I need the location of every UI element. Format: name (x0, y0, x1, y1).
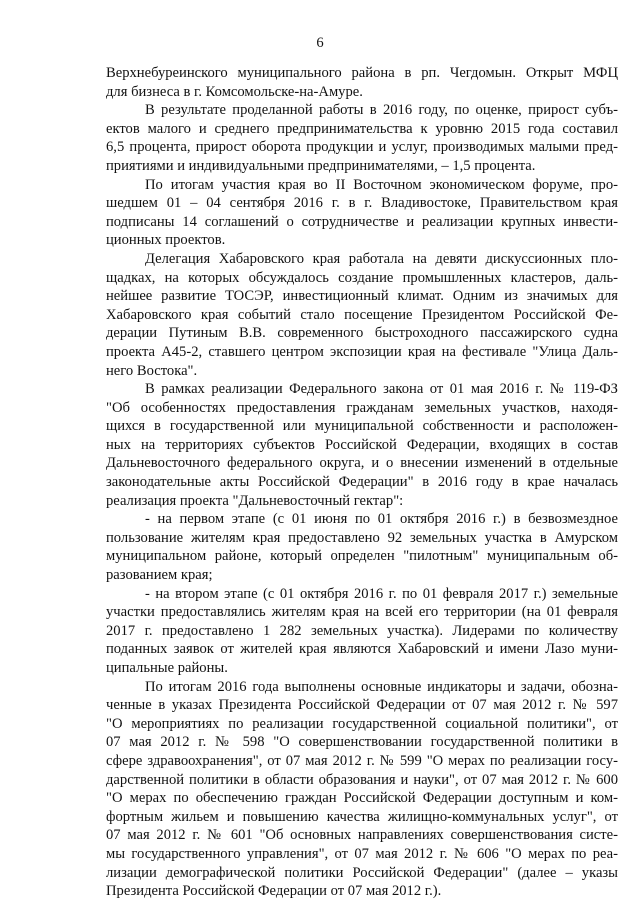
page-number: 6 (316, 35, 324, 51)
text-line: ципальные районы. (106, 660, 228, 676)
text-line: щадках, на которых обсуждалось создание промышленных кластеров, даль- (106, 269, 618, 286)
text-line: 07 мая 2012 г. № 598 "О совершенствовании государственной политики в (106, 734, 618, 751)
text-line: - на первом этапе (с 01 июня по 01 октября 2016 г.) в безвозмездное (145, 511, 618, 528)
text-line: для бизнеса в г. Комсомольске-на-Амуре. (106, 83, 363, 100)
text-line: Президента Российской Федерации от 07 мая 2012 г.). (106, 883, 442, 900)
text-line: реализация проекта "Дальневосточный гектар": (106, 492, 404, 509)
text-line: По итогам участия края во II Восточном экономическом форуме, про- (145, 176, 618, 193)
text-line: пользование жителям края предоставлено 92 земельных участка в Амурском (106, 529, 618, 546)
text-line: подписаны 14 соглашений о сотрудничестве и реализации крупных инвести- (106, 213, 618, 230)
body-text (106, 64, 618, 901)
text-line: поданных заявок от жителей края являются Хабаровский и имени Лазо муни- (106, 641, 618, 658)
text-line: законодательные акты Российской Федерации" в 2016 году в крае началась (106, 474, 618, 491)
text-line: Дальневосточного федерального округа, и о внесении изменений в отдельные (106, 455, 618, 472)
text-line: "О мерах по обеспечению граждан Российской Федерации доступным и ком- (106, 790, 618, 807)
text-line: него Востока". (106, 362, 198, 379)
text-line: Хабаровского края событий стало посещение Президентом Российской Фе- (106, 306, 618, 323)
text-line: мы государственного управления", от 07 мая 2012 г. № 606 "О мерах по реа- (106, 845, 618, 862)
text-line: муниципальном районе, который определен "пилотным" муниципальным об- (106, 548, 618, 565)
text-line: 2017 г. предоставлено 1 282 земельных участка). Лидерами по количеству (106, 622, 618, 639)
text-line: фортным жильем и повышению качества жилищно-коммунальных услуг", от (106, 808, 618, 825)
text-line: "Об особенностях предоставления гражданам земельных участков, находя- (106, 399, 618, 416)
text-line: - на втором этапе (с 01 октября 2016 г. по 01 февраля 2017 г.) земельные (145, 585, 618, 602)
text-line: сфере здравоохранения", от 07 мая 2012 г. № 599 "О мерах по реализации госу- (106, 752, 618, 769)
text-line: В результате проделанной работы в 2016 году, по оценке, прирост субъ- (145, 102, 618, 119)
text-line: разованием края; (106, 567, 213, 584)
text-line: 6,5 процента, прирост оборота продукции и услуг, производимых малыми пред- (106, 139, 618, 156)
text-line: По итогам 2016 года выполнены основные индикаторы и задачи, обозна- (145, 678, 618, 695)
text-line: ных на территориях субъектов Российской Федерации, входящих в состав (106, 436, 618, 453)
text-line: нейшее развитие ТОСЭР, инвестиционный климат. Одним из значимых для (106, 288, 618, 305)
text-line: Делегация Хабаровского края работала на девяти дискуссионных пло- (145, 250, 618, 267)
text-line: дарственной политики в области образования и науки", от 07 мая 2012 г. № 600 (106, 771, 618, 788)
text-line: Верхнебуреинского муниципального района в рп. Чегдомын. Открыт МФЦ (106, 65, 618, 81)
text-line: приятиями и индивидуальными предпринимателями, – 1,5 процента. (106, 157, 536, 174)
text-line: В рамках реализации Федерального закона от 01 мая 2016 г. № 119-ФЗ (145, 381, 618, 398)
text-line: шедшем 01 – 04 сентября 2016 г. в г. Владивостоке, Правительством края (106, 195, 618, 212)
text-line: ченные в указах Президента Российской Федерации от 07 мая 2012 г. № 597 (106, 697, 618, 714)
text-line: проекта А45-2, ставшего центром экспозиции края на фестивале "Улица Даль- (106, 343, 618, 360)
text-line: 07 мая 2012 г. № 601 "Об основных направлениях совершенствования систе- (106, 827, 618, 844)
text-line: ционных проектов. (106, 232, 226, 249)
text-line: дерации Путиным В.В. современного быстроходного пассажирского судна (106, 325, 618, 342)
text-line: щихся в государственной или муниципальной собственности и расположен- (106, 418, 618, 435)
text-line: участки предоставлялись жителям края на всей его территории (на 01 февраля (106, 604, 618, 621)
text-line: лизации демографической политики Российской Федерации" (далее – указы (106, 864, 618, 881)
text-line: "О мероприятиях по реализации государственной социальной политики", от (106, 715, 618, 732)
text-line: ектов малого и среднего предпринимательства к уровню 2015 года составил (106, 120, 618, 137)
